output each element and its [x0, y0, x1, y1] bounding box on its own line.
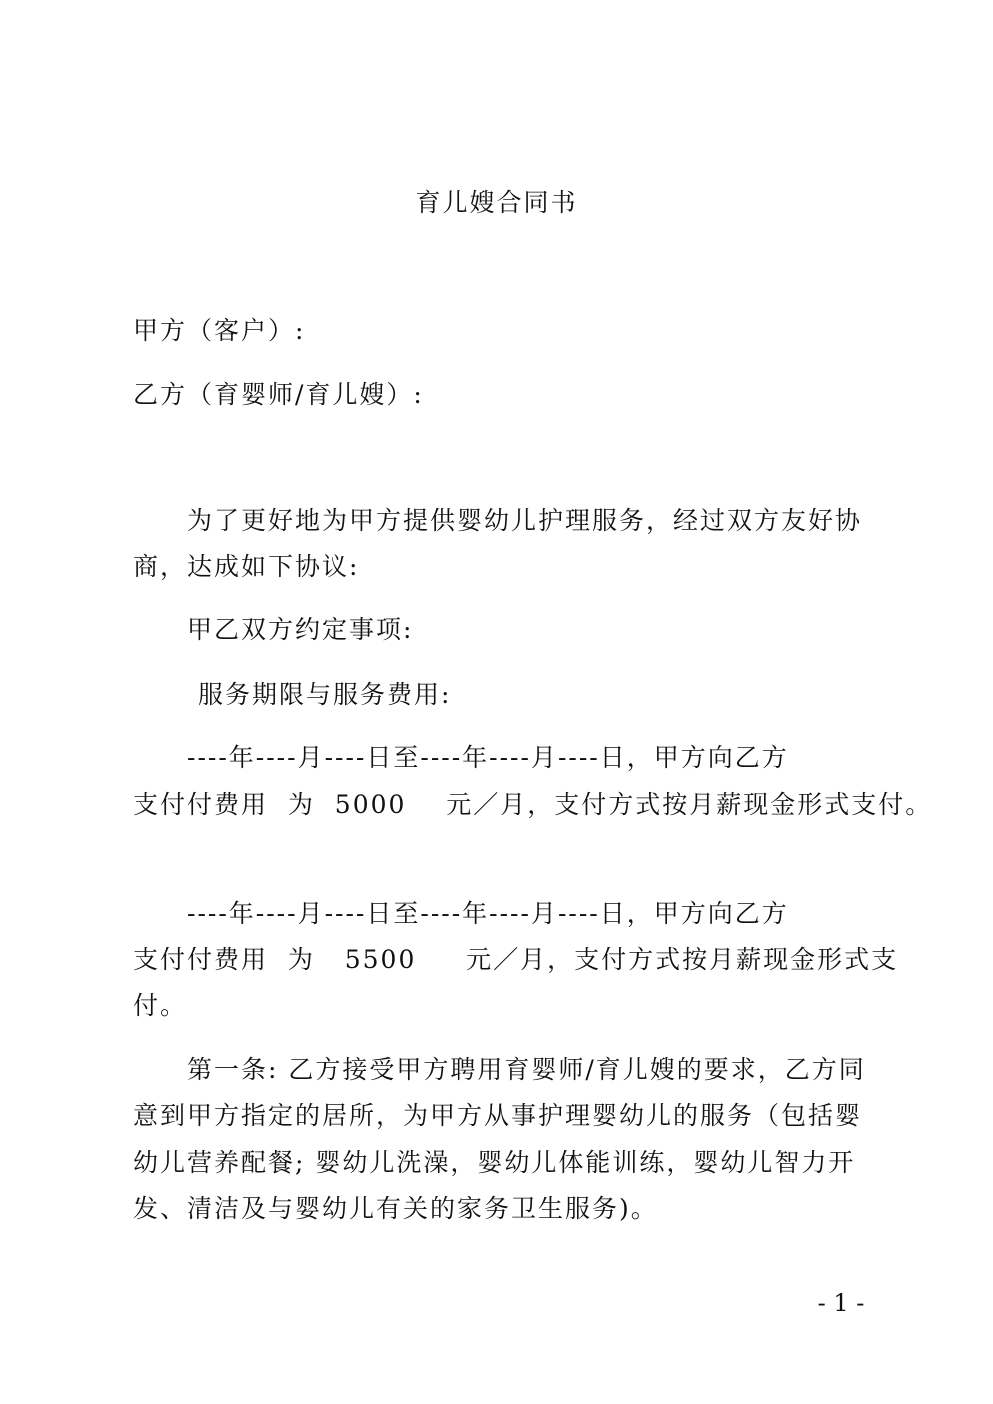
page-number: - 1 -	[817, 1289, 865, 1317]
article-1-line-3: 幼儿营养配餐; 婴幼儿洗澡，婴幼儿体能训练，婴幼儿智力开	[133, 1148, 856, 1177]
party-a-label: 甲方（客户）:	[133, 316, 306, 345]
article-1-line-1: 第一条: 乙方接受甲方聘用育婴师/育儿嫂的要求，乙方同	[187, 1055, 866, 1084]
period-2-line-3: 付。	[133, 991, 188, 1020]
period-2-line-2: 支付付费用 为 5500 元／月，支付方式按月薪现金形式支	[133, 945, 899, 974]
article-1-line-4: 发、清洁及与婴幼儿有关的家务卫生服务)。	[133, 1194, 658, 1223]
agreed-items-heading: 甲乙双方约定事项:	[187, 615, 414, 644]
article-1-line-2: 意到甲方指定的居所，为甲方从事护理婴幼儿的服务（包括婴	[133, 1101, 863, 1130]
intro-line-2: 商，达成如下协议:	[133, 552, 360, 581]
document-title: 育儿嫂合同书	[415, 188, 578, 217]
intro-line-1: 为了更好地为甲方提供婴幼儿护理服务，经过双方友好协	[187, 506, 863, 535]
service-heading: 服务期限与服务费用:	[198, 680, 452, 709]
period-1-line-2: 支付付费用 为 5000 元／月，支付方式按月薪现金形式支付。	[133, 790, 933, 819]
party-b-label: 乙方（育婴师/育儿嫂）:	[133, 380, 424, 409]
period-1-line-1: ----年----月----日至----年----月----日，甲方向乙方	[187, 743, 789, 772]
period-2-line-1: ----年----月----日至----年----月----日，甲方向乙方	[187, 899, 789, 928]
